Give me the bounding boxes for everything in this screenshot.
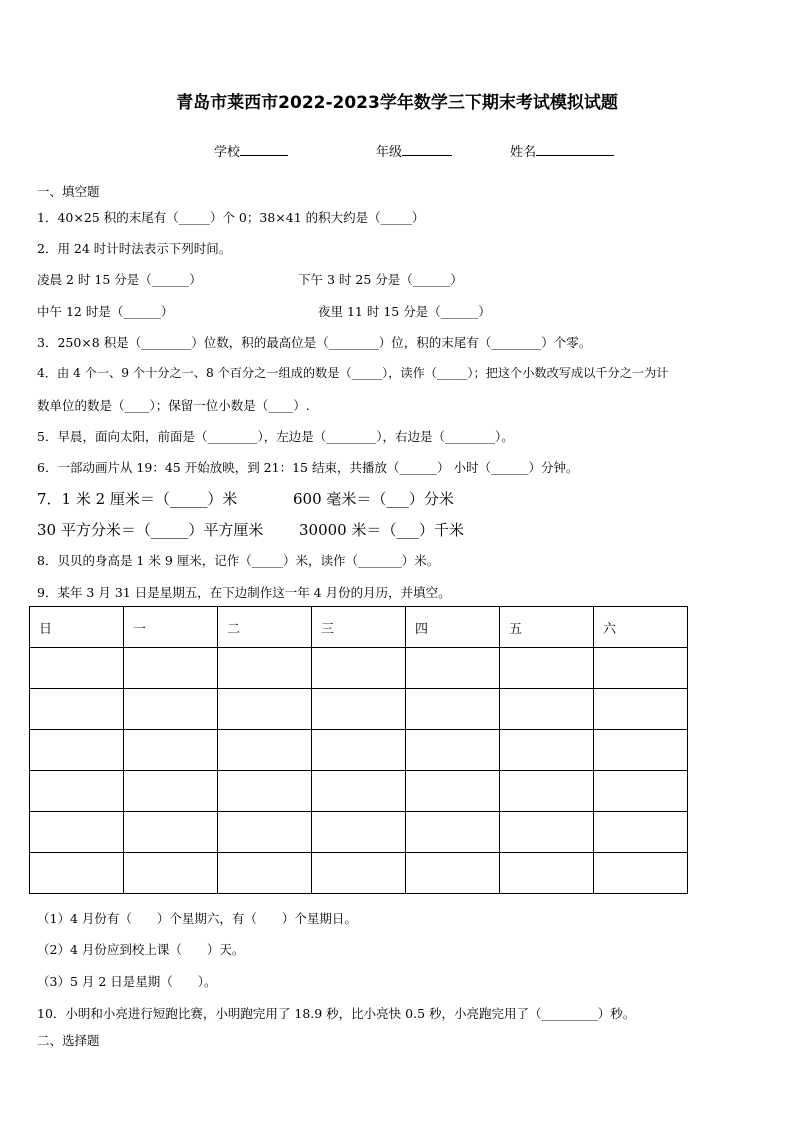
calendar-header-thu: 四 [406,607,500,648]
calendar-header-sun: 日 [30,607,124,648]
calendar-cell[interactable] [500,853,594,894]
calendar-cell[interactable] [30,853,124,894]
grade-blank [402,142,452,156]
name-label: 姓名 [510,145,537,160]
question-6: 6．一部动画片从 19：45 开始放映，到 21：15 结束，共播放（______） 小时（______）分钟。 [37,460,579,475]
question-7a: 7．1 米 2 厘米＝（_____）米 [37,490,238,508]
calendar-cell[interactable] [594,853,688,894]
calendar-header-mon: 一 [124,607,218,648]
question-10: 10．小明和小亮进行短跑比赛，小明跑完用了 18.9 秒，比小亮快 0.5 秒，小亮跑完用了（_________）秒。 [37,1006,636,1021]
calendar-cell[interactable] [406,689,500,730]
section-fill-in-heading: 一、填空题 [37,184,100,199]
section-choice-heading: 二、选择题 [37,1033,100,1048]
calendar-cell[interactable] [124,853,218,894]
calendar-cell[interactable] [594,689,688,730]
calendar-cell[interactable] [30,771,124,812]
question-8: 8．贝贝的身高是 1 米 9 厘米，记作（_____）米，读作（_______）米。 [37,553,440,568]
calendar-row [30,853,688,894]
question-4-line1: 4．由 4 个一、9 个十分之一、8 个百分之一组成的数是（_____），读作（_____）；把这个小数改写成以千分之一为计 [37,366,669,380]
calendar-cell[interactable] [406,771,500,812]
calendar-header-sat: 六 [594,607,688,648]
page-title: 青岛市莱西市2022-2023学年数学三下期末考试模拟试题 [176,93,618,113]
grade-label: 年级 [376,145,403,160]
question-2c: 中午 12 时是（______） [37,304,174,319]
calendar-header-wed: 三 [312,607,406,648]
name-field [510,141,614,160]
calendar-row [30,812,688,853]
calendar-cell[interactable] [406,853,500,894]
calendar-cell[interactable] [594,648,688,689]
question-7d: 30000 米＝（___）千米 [299,521,464,539]
calendar-cell[interactable] [500,771,594,812]
calendar-row [30,730,688,771]
calendar-cell[interactable] [406,648,500,689]
calendar-cell[interactable] [312,853,406,894]
question-2d: 夜里 11 时 15 分是（______） [318,304,491,319]
calendar-cell[interactable] [30,730,124,771]
calendar-cell[interactable] [406,812,500,853]
calendar-cell[interactable] [30,648,124,689]
question-2b: 下午 3 时 25 分是（______） [298,272,463,287]
question-2a: 凌晨 2 时 15 分是（______） [37,272,202,287]
question-9: 9．某年 3 月 31 日是星期五，在下边制作这一年 4 月份的月历，并填空。 [37,585,451,600]
question-7b: 600 毫米＝（___）分米 [293,490,454,508]
calendar-cell[interactable] [406,730,500,771]
calendar-cell[interactable] [124,689,218,730]
calendar-row [30,771,688,812]
calendar-cell[interactable] [500,730,594,771]
calendar-cell[interactable] [124,730,218,771]
calendar-header-row [30,607,688,648]
calendar-row [30,689,688,730]
calendar-cell[interactable] [594,812,688,853]
question-1: 1．40×25 积的末尾有（_____）个 0；38×41 的积大约是（_____） [37,210,425,225]
school-field [214,141,288,160]
calendar-cell[interactable] [218,853,312,894]
calendar-cell[interactable] [124,771,218,812]
school-label: 学校 [214,145,241,160]
calendar-table [29,606,688,894]
calendar-cell[interactable] [594,771,688,812]
calendar-cell[interactable] [312,689,406,730]
calendar-cell[interactable] [30,812,124,853]
calendar-cell[interactable] [218,771,312,812]
calendar-cell[interactable] [30,689,124,730]
calendar-cell[interactable] [500,648,594,689]
calendar-header-fri: 五 [500,607,594,648]
calendar-cell[interactable] [500,689,594,730]
calendar-cell[interactable] [312,771,406,812]
name-blank [536,142,614,156]
calendar-cell[interactable] [218,689,312,730]
question-9-part-2: （2）4 月份应到校上课（ ）天。 [37,942,245,957]
question-3: 3．250×8 积是（________）位数，积的最高位是（________）位，积的末尾有（________）个零。 [37,335,592,350]
calendar-cell[interactable] [312,730,406,771]
question-2: 2．用 24 时计时法表示下列时间。 [37,241,232,256]
question-9-part-3: （3）5 月 2 日是星期（ ）。 [37,974,217,989]
calendar-row [30,648,688,689]
calendar-cell[interactable] [218,812,312,853]
school-blank [240,142,288,156]
calendar-cell[interactable] [312,812,406,853]
calendar-cell[interactable] [500,812,594,853]
calendar-cell[interactable] [124,812,218,853]
calendar-cell[interactable] [124,648,218,689]
calendar-cell[interactable] [218,648,312,689]
calendar-cell[interactable] [594,730,688,771]
calendar-cell[interactable] [218,730,312,771]
question-4-line2: 数单位的数是（____）；保留一位小数是（____）. [37,398,310,413]
question-7c: 30 平方分米＝（_____）平方厘米 [37,521,264,539]
question-5: 5．早晨，面向太阳，前面是（________），左边是（________），右边是（________）。 [37,429,514,444]
grade-field [376,141,452,160]
question-9-part-1: （1）4 月份有（ ）个星期六，有（ ）个星期日。 [37,911,357,926]
calendar-cell[interactable] [312,648,406,689]
calendar-header-tue: 二 [218,607,312,648]
